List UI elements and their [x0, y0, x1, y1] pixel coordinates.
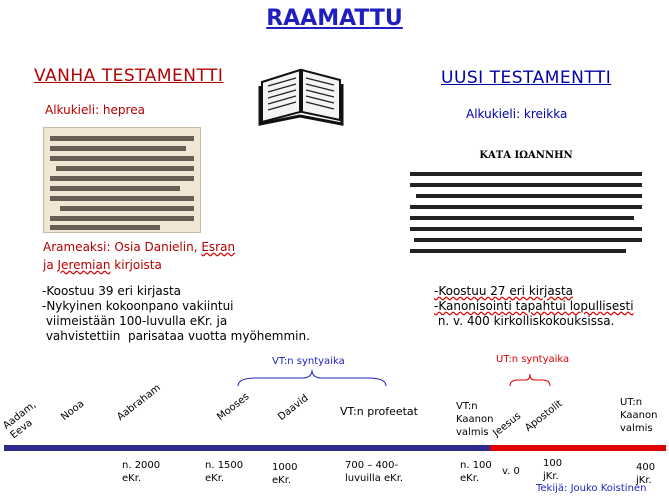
ot-fact-1: -Koostuu 39 eri kirjasta	[42, 284, 182, 298]
ut-period-label: UT:n syntyaika	[496, 354, 570, 365]
timeline-ot-bar	[4, 445, 490, 451]
event-apostolit: Apostolit	[523, 398, 565, 434]
open-bible-icon	[258, 62, 344, 126]
greek-text-image	[406, 150, 646, 258]
date-ut-kaanon: 400 jKr.	[636, 462, 656, 486]
date-apostolit: 100 jKr.	[543, 458, 563, 482]
old-testament-heading: VANHA TESTAMENTTI	[34, 66, 224, 86]
vt-period-brace	[236, 368, 388, 388]
event-vt-profeetat: VT:n profeetat	[340, 405, 418, 418]
event-nooa: Nooa	[59, 398, 87, 423]
nt-fact-2: -Kanonisointi tapahtui lopullisesti	[434, 299, 634, 313]
date-profeetat: 700 – 400-luvuilla eKr.	[345, 460, 404, 484]
new-testament-facts	[434, 284, 634, 329]
aramaic-note	[43, 238, 235, 274]
ot-fact-2: -Nykyinen kokoonpano vakiintui	[42, 299, 234, 313]
old-testament-facts	[42, 284, 310, 344]
aramaic-esran: Esran	[201, 240, 236, 254]
greek-heading: ΚΑΤΑ ΙΩΑΝΝΗΝ	[479, 150, 573, 161]
ut-period-brace	[508, 368, 552, 388]
event-ut-kaanon: UT:n Kaanon valmis	[620, 397, 658, 434]
nt-fact-1: -Koostuu 27 eri kirjasta	[434, 284, 574, 298]
event-jeesus: Jeesus	[491, 410, 524, 439]
aramaic-line2-suffix: kirjoista	[110, 258, 162, 272]
event-daavid: Daavid	[276, 392, 311, 423]
event-vt-kaanon: VT:n Kaanon valmis	[456, 401, 494, 438]
ot-fact-4: vahvistettiin parisataa vuotta myöhemmin.	[42, 329, 310, 343]
old-testament-language: Alkukieli: heprea	[45, 103, 145, 117]
date-daavid: 1000 eKr.	[272, 462, 298, 486]
nt-fact-3: n. v. 400 kirkolliskokouksissa.	[434, 314, 615, 328]
author-credit: Tekijä: Jouko Koistinen	[536, 483, 647, 494]
ot-fact-3: viimeistään 100-luvulla eKr. ja	[42, 314, 228, 328]
aramaic-line2-prefix: ja	[43, 258, 58, 272]
event-aabraham: Aabraham	[115, 382, 163, 423]
event-mooses: Mooses	[215, 391, 252, 423]
new-testament-language: Alkukieli: kreikka	[466, 107, 568, 121]
page-title: RAAMATTU	[266, 6, 403, 31]
date-vt-kaanon: n. 100 eKr.	[460, 460, 492, 484]
date-mooses: n. 1500 eKr.	[205, 460, 244, 484]
timeline-nt-bar	[490, 445, 666, 451]
hebrew-text-image	[43, 127, 201, 233]
date-aabraham: n. 2000 eKr.	[122, 460, 161, 484]
event-aadam-eeva: Aadam, Eeva	[1, 399, 39, 442]
aramaic-line1-prefix: Arameaksi: Osia Danielin,	[43, 240, 202, 254]
date-jeesus: v. 0	[502, 466, 520, 477]
aramaic-jeremian: Jeremian	[57, 258, 111, 272]
new-testament-heading: UUSI TESTAMENTTI	[441, 68, 612, 88]
vt-period-label: VT:n syntyaika	[272, 356, 345, 367]
